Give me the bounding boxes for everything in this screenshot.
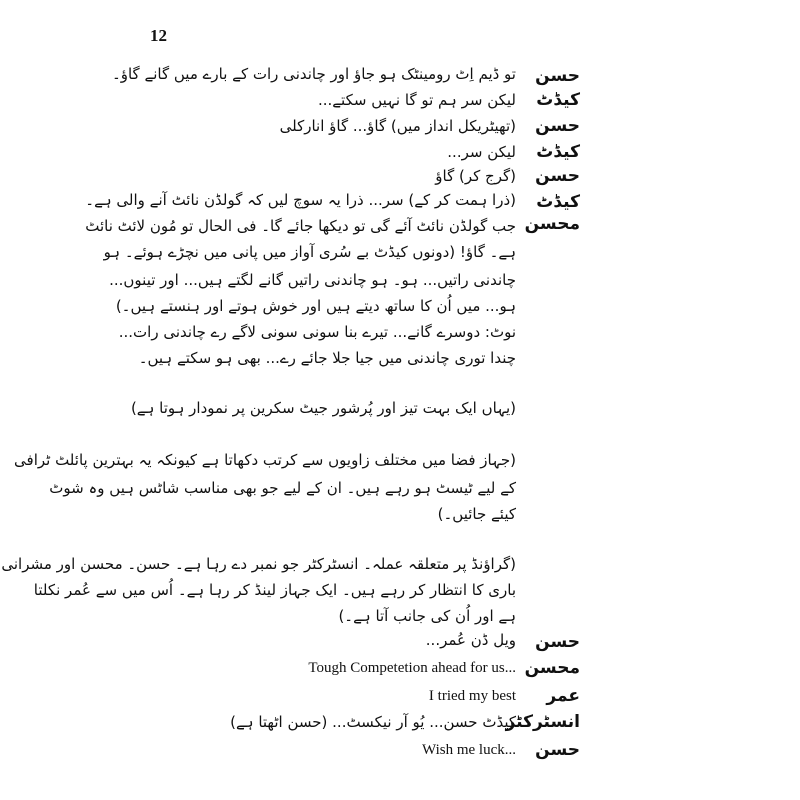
dialogue-line-english: I tried my best [428, 688, 516, 704]
speaker-hasan: حسن [535, 632, 580, 652]
speaker-hasan: حسن [535, 740, 580, 760]
stage-direction: (گراؤنڈ پر متعلقہ عملہ۔ انسٹرکٹر جو نمبر دے رہا ہے۔ حسن۔ محسن اور مشرانی [1, 555, 516, 573]
dialogue-line: ہو... میں اُن کا ساتھ دیتے ہیں اور خوش ہوتے اور ہنستے ہیں۔) [115, 297, 516, 315]
speaker-hasan: حسن [535, 66, 580, 86]
dialogue-line: کیڈٹ حسن... یُو آر نیکسٹ... (حسن اٹھتا ہے) [230, 713, 516, 731]
page-number: 12 [150, 26, 167, 45]
dialogue-line: ویل ڈن عُمر... [425, 631, 516, 649]
dialogue-line: (تھیٹریکل انداز میں) گاؤ... گاؤ انارکلی [279, 117, 516, 135]
dialogue-line: (گرج کر) گاؤ [435, 167, 516, 185]
stage-direction: (جہاز فضا میں مختلف زاویوں سے کرتب دکھاتا ہے کیونکہ یہ بہترین پائلٹ ٹرافی [14, 451, 516, 469]
dialogue-line-english: Wish me luck... [422, 742, 516, 758]
speaker-hasan: حسن [535, 116, 580, 136]
dialogue-line: جب گولڈن نائٹ آئے گی تو دیکھا جائے گا۔ فی الحال تو مُون لائٹ نائٹ [85, 217, 516, 235]
speaker-cadet: کیڈٹ [536, 90, 580, 110]
speaker-hasan: حسن [535, 166, 580, 186]
dialogue-line: (ذرا ہمت کر کے) سر... ذرا یہ سوچ لیں کہ گولڈن نائٹ آنے والی ہے۔ [85, 191, 516, 209]
dialogue-line: لیکن سر... [447, 143, 516, 161]
stage-direction: کیئے جائیں۔) [437, 505, 516, 523]
note-line: چندا توری چاندنی میں جیا جلا جائے رے... بھی ہو سکتے ہیں۔ [138, 349, 516, 367]
speaker-mohsin: محسن [524, 658, 580, 678]
speaker-cadet: کیڈٹ [536, 192, 580, 212]
speaker-instructor: انسٹرکٹر [505, 712, 580, 732]
stage-direction: باری کا انتظار کر رہے ہیں۔ ایک جہاز لینڈ کر رہا ہے۔ اُس میں سے عُمر نکلتا [33, 581, 516, 599]
dialogue-line: لیکن سر ہم تو گا نہیں سکتے... [317, 91, 516, 109]
dialogue-line-english: Tough Competetion ahead for us... [308, 660, 516, 676]
dialogue-line: چاندنی راتیں... ہو۔ ہو چاندنی راتیں گانے لگتے ہیں... اور تینوں... [109, 271, 516, 289]
speaker-umar: عمر [546, 686, 580, 706]
stage-direction: (یہاں ایک بہت تیز اور پُرشور جیٹ سکرین پر نمودار ہوتا ہے) [130, 399, 516, 417]
note-line: نوٹ: دوسرے گانے... تیرے بنا سونی سونی لاگے رے چاندنی رات... [118, 323, 516, 341]
speaker-cadet: کیڈٹ [536, 142, 580, 162]
dialogue-line: ہے۔ گاؤ! (دونوں کیڈٹ بے سُری آواز میں پانی میں نچڑے ہوئے۔ ہو [103, 243, 516, 261]
dialogue-line: تو ڈیم اِٹ رومینٹک ہو جاؤ اور چاندنی رات کے بارے میں گانے گاؤ۔ [111, 65, 516, 83]
speaker-mohsin: محسن [524, 214, 580, 234]
stage-direction: ہے اور اُن کی جانب آتا ہے۔) [338, 607, 516, 625]
stage-direction: کے لیے ٹیسٹ ہو رہے ہیں۔ ان کے لیے جو بھی مناسب شاٹس ہیں وہ شوٹ [49, 479, 516, 497]
